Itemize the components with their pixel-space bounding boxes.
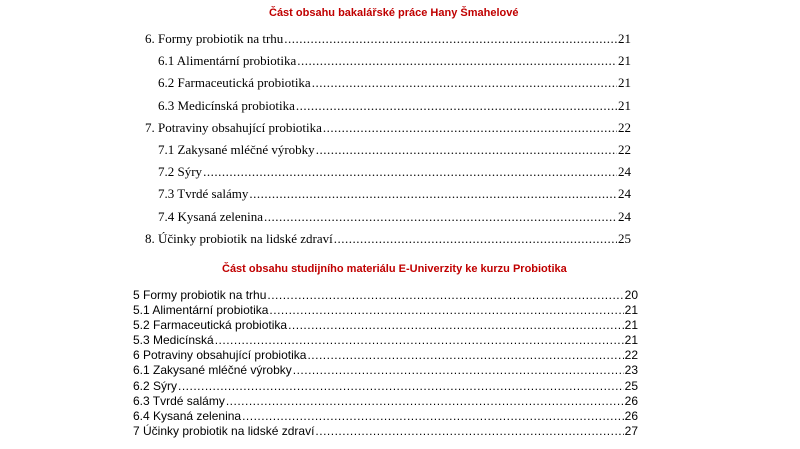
toc-entry-page: 23 (624, 363, 638, 378)
course-toc-heading: Část obsahu studijního materiálu E-Univerzity ke kurzu Probiotika (222, 263, 567, 275)
toc-entry (133, 394, 638, 409)
dot-leader (288, 318, 624, 333)
toc-entry (133, 288, 638, 303)
course-toc (133, 288, 638, 439)
toc-entry-page: 22 (624, 348, 638, 363)
toc-entry (145, 28, 631, 50)
toc-entry (145, 72, 631, 94)
toc-entry-page: 27 (624, 423, 638, 438)
toc-entry-label: 5.3 Medicínská (133, 333, 214, 348)
toc-entry-label: 8. Účinky probiotik na lidské zdraví (145, 230, 333, 246)
toc-entry-label: 6.2 Farmaceutická probiotika (158, 75, 311, 91)
toc-entry-page: 21 (624, 303, 638, 318)
toc-entry-page: 25 (618, 230, 631, 246)
toc-entry-label: 7.2 Sýry (158, 164, 203, 180)
toc-entry-page: 20 (624, 288, 638, 302)
toc-entry (133, 333, 638, 348)
dot-leader (323, 117, 617, 139)
dot-leader (316, 139, 617, 161)
toc-entry-label: 6.3 Tvrdé salámy (133, 393, 225, 408)
dot-leader (334, 228, 617, 250)
toc-entry-label: 6.1 Alimentární probiotika (158, 53, 297, 69)
toc-entry (145, 161, 631, 183)
toc-entry (133, 424, 638, 439)
toc-entry-label: 6.4 Kysaná zelenina (133, 408, 242, 423)
toc-entry-label: 5.2 Farmaceutická probiotika (133, 318, 288, 333)
dot-leader (242, 409, 624, 424)
thesis-toc (145, 28, 631, 250)
dot-leader (249, 183, 617, 205)
dot-leader (178, 379, 624, 394)
toc-entry-page: 21 (618, 75, 631, 91)
dot-leader (315, 424, 623, 439)
toc-entry (145, 139, 631, 161)
toc-entry-page: 25 (624, 378, 638, 393)
toc-entry (133, 363, 638, 378)
toc-entry-page: 22 (618, 141, 631, 157)
toc-entry-page: 21 (618, 31, 631, 46)
dot-leader (297, 50, 617, 72)
toc-entry (133, 348, 638, 363)
dot-leader (269, 303, 623, 318)
dot-leader (307, 348, 623, 363)
dot-leader (267, 288, 623, 303)
dot-leader (215, 333, 624, 348)
toc-entry-page: 24 (618, 186, 631, 202)
toc-entry-page: 22 (618, 119, 631, 135)
dot-leader (296, 95, 617, 117)
toc-entry (133, 318, 638, 333)
toc-entry-label: 7. Potraviny obsahující probiotika (145, 119, 322, 135)
toc-entry (145, 228, 631, 250)
toc-entry-label: 5.1 Alimentární probiotika (133, 303, 269, 318)
toc-entry-page: 26 (624, 393, 638, 408)
toc-entry-page: 24 (618, 208, 631, 224)
dot-leader (312, 72, 617, 94)
toc-entry-page: 26 (624, 408, 638, 423)
toc-entry-label: 5 Formy probiotik na trhu (133, 288, 267, 302)
toc-entry (133, 379, 638, 394)
toc-entry-page: 21 (624, 318, 638, 333)
toc-entry-label: 6.3 Medicínská probiotika (158, 97, 295, 113)
toc-entry-label: 6. Formy probiotik na trhu (145, 31, 284, 46)
toc-entry (145, 95, 631, 117)
dot-leader (203, 161, 617, 183)
toc-entry-label: 6.2 Sýry (133, 378, 178, 393)
toc-entry (133, 303, 638, 318)
thesis-toc-heading: Část obsahu bakalářské práce Hany Šmahelové (269, 7, 519, 19)
toc-entry-label: 7.4 Kysaná zelenina (158, 208, 264, 224)
toc-entry (133, 409, 638, 424)
dot-leader (284, 28, 617, 50)
toc-entry-label: 6.1 Zakysané mléčné výrobky (133, 363, 292, 378)
toc-entry-label: 6 Potraviny obsahující probiotika (133, 348, 307, 363)
toc-entry-page: 21 (618, 97, 631, 113)
toc-entry-page: 24 (618, 164, 631, 180)
toc-entry-label: 7.1 Zakysané mléčné výrobky (158, 141, 315, 157)
toc-entry-label: 7 Účinky probiotik na lidské zdraví (133, 423, 315, 438)
toc-entry (145, 50, 631, 72)
toc-entry-page: 21 (618, 53, 631, 69)
toc-entry (145, 183, 631, 205)
dot-leader (264, 206, 617, 228)
toc-entry (145, 206, 631, 228)
dot-leader (226, 394, 624, 409)
toc-entry-page: 21 (624, 333, 638, 348)
toc-entry (145, 117, 631, 139)
dot-leader (293, 363, 624, 378)
toc-entry-label: 7.3 Tvrdé salámy (158, 186, 249, 202)
